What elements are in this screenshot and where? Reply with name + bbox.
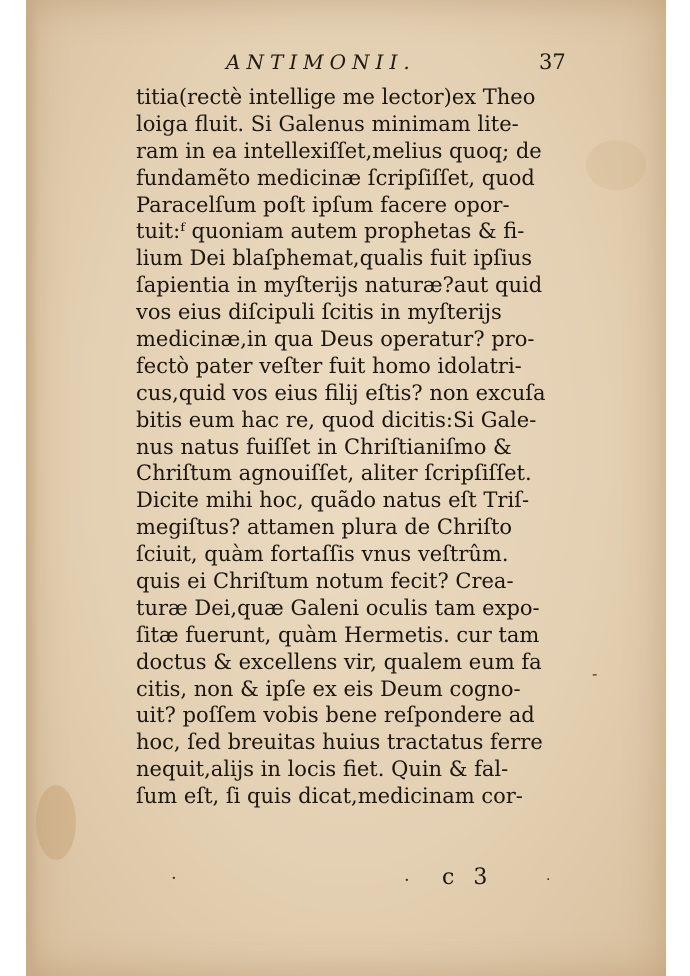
text-line: megiſtus? attamen plura de Chriſto: [136, 515, 513, 540]
text-line: fundamẽto medicinæ ſcripſiſſet, quod: [136, 165, 535, 190]
text-line: turæ Dei,quæ Galeni oculis tam expo-: [136, 595, 540, 620]
text-line: Dicite mihi hoc, quãdo natus eſt Triſ-: [136, 488, 530, 513]
text-line: doctus & excellens vir, qualem eum fa: [136, 649, 542, 674]
text-line: uit? poſſem vobis bene reſpondere ad: [136, 703, 535, 728]
text-line: Paracelſum poſt ipſum facere opor-: [136, 192, 510, 217]
text-line: nus natus fuiſſet in Chriſtianiſmo &: [136, 434, 512, 459]
text-line: tuit:ᶠ quoniam autem prophetas & fi-: [136, 219, 525, 244]
text-line: cus,quid vos eius filij eſtis? non excuſa: [136, 380, 546, 405]
ink-speck: ·: [404, 870, 410, 891]
text-line: lium Dei blaſphemat,qualis fuit ipſius: [136, 246, 533, 271]
text-line: bitis eum hac re, quod dicitis:Si Gale-: [136, 407, 537, 432]
text-line: medicinæ,in qua Deus operatur? pro-: [136, 327, 535, 352]
body-text: [136, 84, 566, 810]
text-line: ſitæ fuerunt, quàm Hermetis. cur tam: [136, 622, 540, 647]
text-line: citis, non & ipſe ex eis Deum cogno-: [136, 676, 521, 701]
page-number: 37: [539, 50, 566, 74]
book-page: [26, 0, 666, 976]
text-line: nequit,alijs in locis fiet. Quin & fal-: [136, 757, 509, 782]
text-line: ſciuit, quàm fortaſſis vnus veſtrûm.: [136, 542, 509, 567]
text-line: ſapientia in myſterijs naturæ?aut quid: [136, 273, 543, 298]
text-line: vos eius diſcipuli ſcitis in myſterijs: [136, 300, 502, 325]
signature-mark: c 3: [442, 865, 494, 890]
text-line: quis ei Chriſtum notum fecit? Crea-: [136, 569, 514, 594]
ink-speck: ·: [171, 868, 177, 889]
text-line: fectò pater veſter fuit homo idolatri-: [136, 353, 522, 378]
text-line: ram in ea intellexiſſet,melius quoq; de: [136, 138, 542, 163]
running-head: ANTIMONII.: [226, 50, 416, 74]
text-line: titia(rectè intellige me lector)ex Theo: [136, 85, 536, 109]
text-line: ſum eſt, ſi quis dicat,medicinam cor-: [136, 784, 523, 809]
text-line: hoc, ſed breuitas huius tractatus ferre: [136, 730, 543, 755]
paper-stain: [586, 140, 646, 190]
paper-stain: [36, 785, 76, 860]
ink-speck: ‑: [592, 664, 598, 683]
text-line: loiga fluit. Si Galenus minimam lite-: [136, 111, 519, 136]
ink-speck: ·: [546, 872, 551, 888]
text-line: Chriſtum agnouiſſet, aliter ſcripſiſſet.: [136, 461, 532, 486]
